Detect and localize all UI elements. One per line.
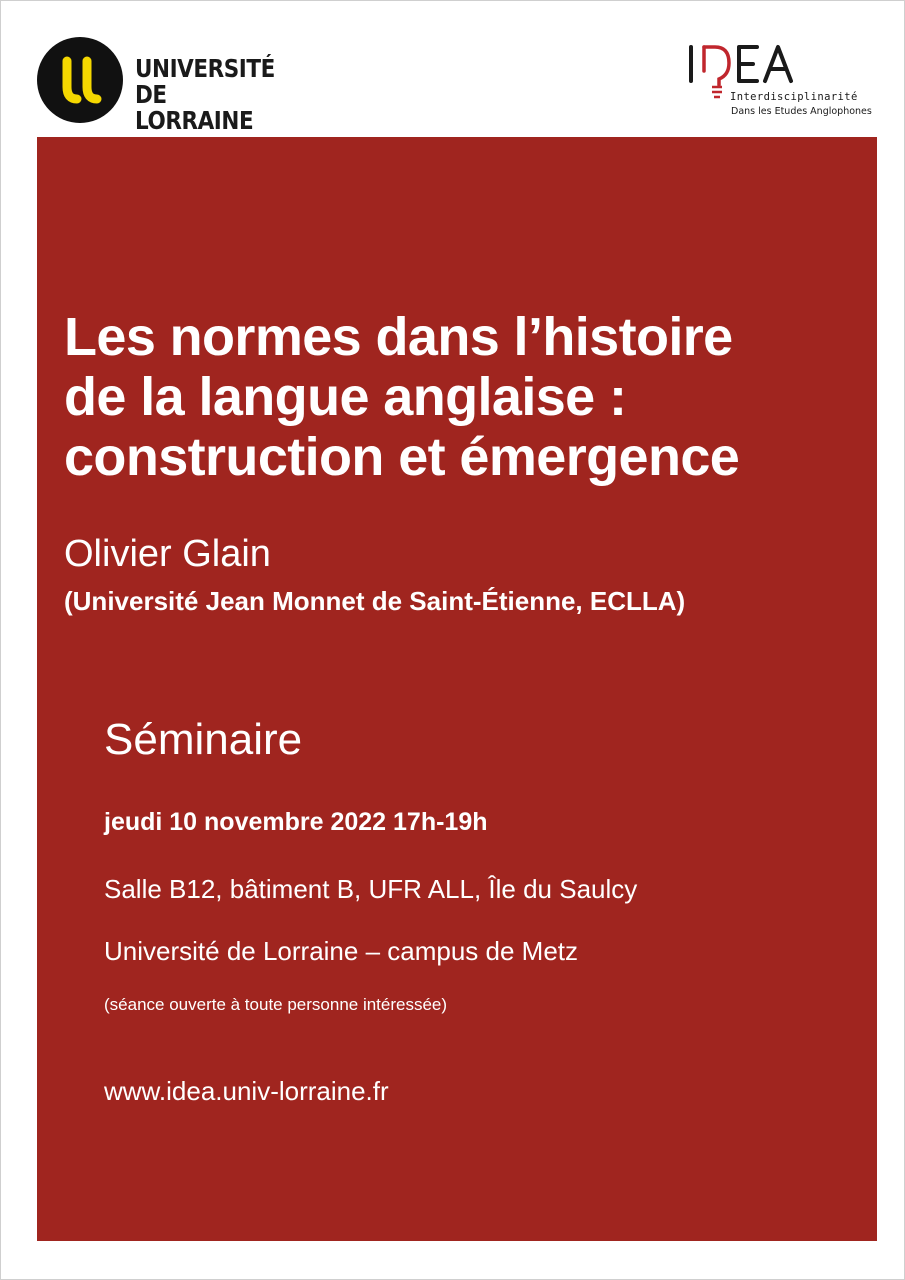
- seminar-title: [64, 307, 864, 487]
- event-date: jeudi 10 novembre 2022 17h-19h: [104, 808, 488, 836]
- seminar-title-line: de la langue anglaise :: [64, 367, 627, 427]
- speaker-affiliation: (Université Jean Monnet de Saint-Étienne, ECLLA): [64, 586, 686, 616]
- poster-panel: [37, 137, 877, 1241]
- seminar-title-line: Les normes dans l’histoire: [64, 307, 733, 367]
- seminar-title-line: construction et émergence: [64, 427, 740, 487]
- idea-subtitle-line1: Interdisciplinarité: [730, 91, 858, 103]
- speaker-name: Olivier Glain: [64, 533, 271, 575]
- university-name-line2: DE LORRAINE: [135, 80, 254, 135]
- ul-monogram-icon: [37, 37, 123, 123]
- event-note: (séance ouverte à toute personne intéressée): [104, 995, 448, 1014]
- event-room: Salle B12, bâtiment B, UFR ALL, Île du Saulcy: [104, 874, 638, 904]
- idea-subtitle-line2: Dans les Etudes Anglophones: [731, 106, 872, 117]
- website-link[interactable]: www.idea.univ-lorraine.fr: [104, 1076, 389, 1106]
- event-campus: Université de Lorraine – campus de Metz: [104, 936, 579, 966]
- university-name: [135, 56, 275, 134]
- university-name-line1: UNIVERSITÉ: [135, 54, 275, 83]
- universite-de-lorraine-logo: [37, 37, 297, 135]
- idea-logo: [685, 41, 881, 121]
- event-type: Séminaire: [104, 715, 303, 764]
